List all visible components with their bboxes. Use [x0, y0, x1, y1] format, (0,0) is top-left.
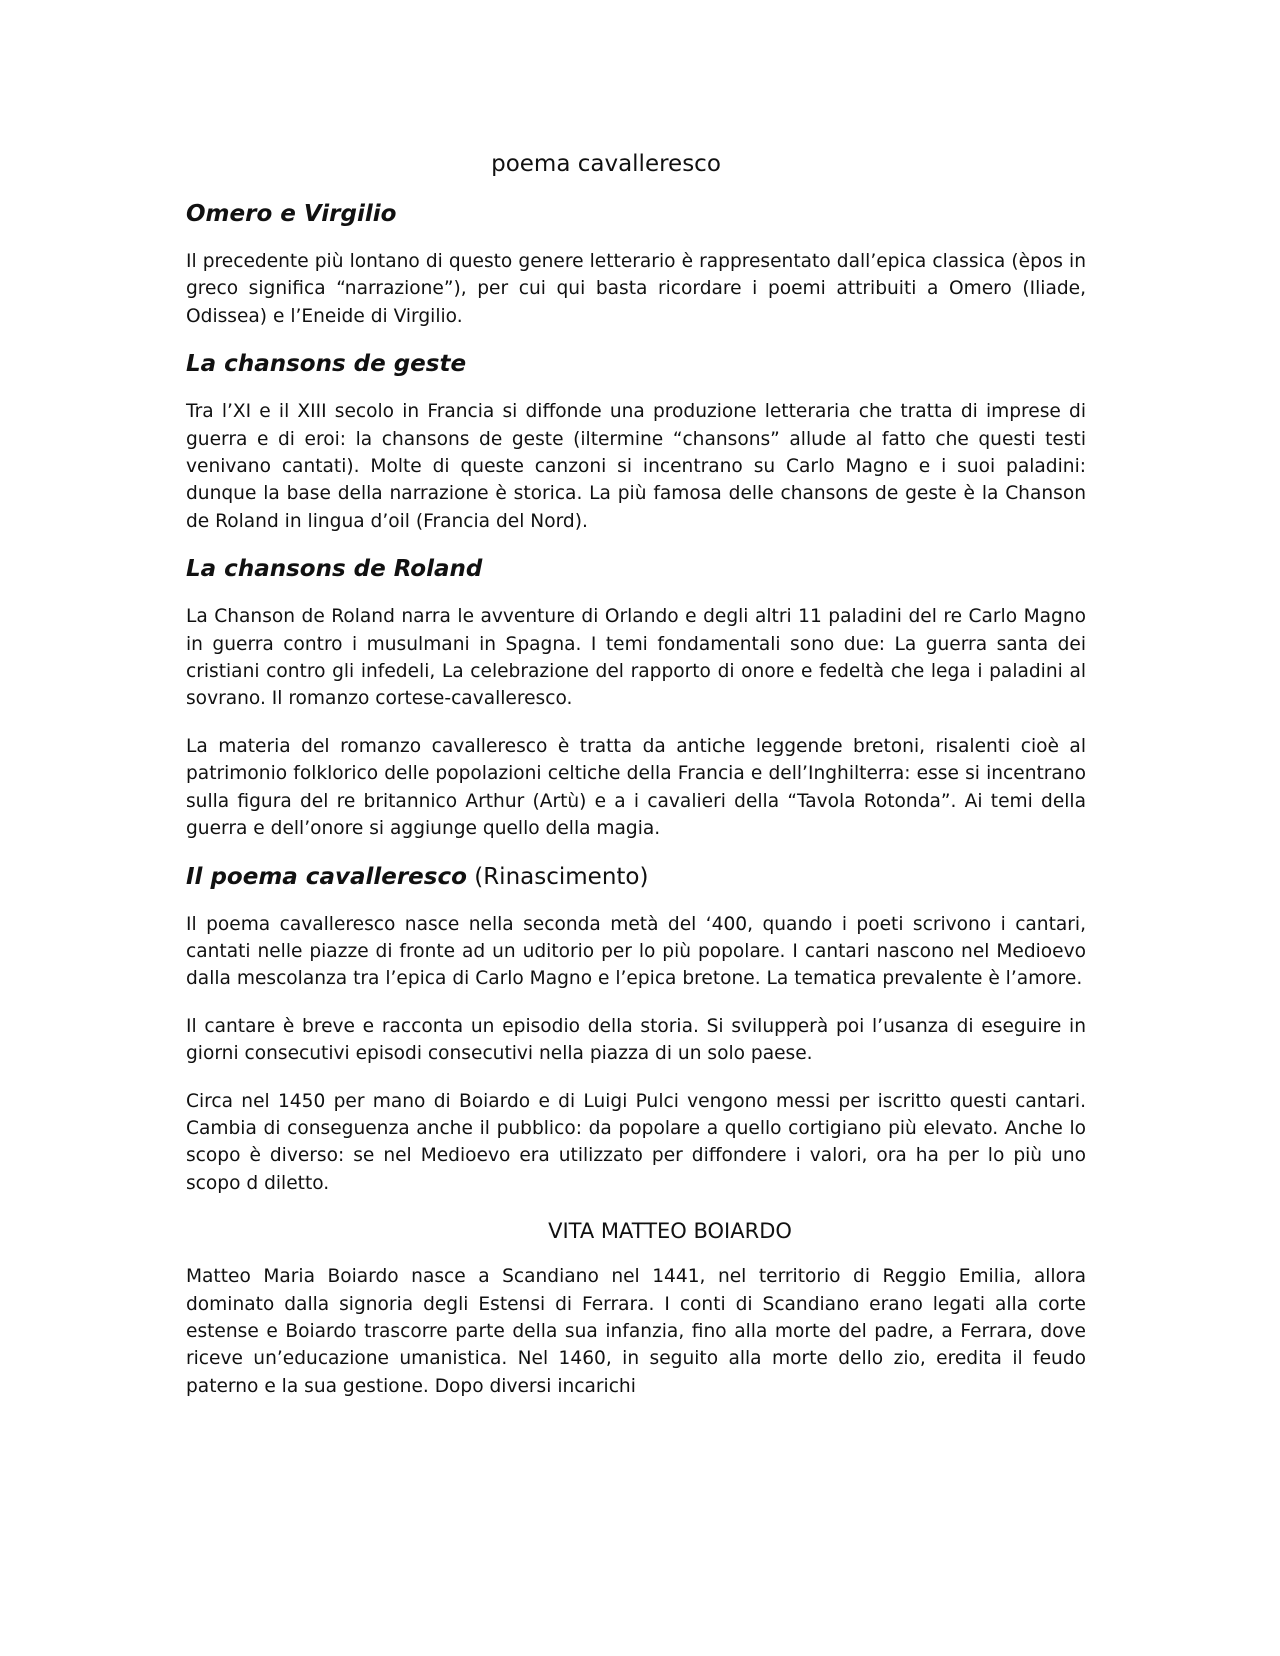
section-heading: La chansons de geste — [186, 351, 467, 378]
section-chansons-de-roland — [186, 555, 1086, 842]
paragraph: Il poema cavalleresco nasce nella seconda metà del ‘400, quando i poeti scrivono i cantari, cantati nelle piazze di fronte ad un uditorio per lo più popolare. I cantari nascono nel Medioevo dalla mescolanza tra l’epica di Carlo Magno e l’epica bretone. La tematica prevalente è l’amore. — [186, 913, 1086, 990]
paragraph: La Chanson de Roland narra le avventure di Orlando e degli altri 11 paladini del re Carlo Magno in guerra contro i musulmani in Spagna. I temi fondamentali sono due: La guerra santa dei cristiani contro gli infedeli, La celebrazione del rapporto di onore e fedeltà che lega i paladini al sovrano. Il romanzo cortese-cavalleresco. — [186, 606, 1086, 710]
paragraph: Circa nel 1450 per mano di Boiardo e di Luigi Pulci vengono messi per iscritto questi cantari. Cambia di conseguenza anche il pubblico: da popolare a quello cortigiano più elevato. Anche lo scopo è diverso: se nel Medioevo era utilizzato per diffondere i valori, ora ha per lo più uno scopo d diletto. — [186, 1090, 1086, 1194]
section-heading: Omero e Virgilio — [186, 201, 397, 227]
document-page — [186, 140, 1086, 1420]
section-title-vita-boiardo: VITA MATTEO BOIARDO — [548, 1219, 792, 1244]
paragraph: Il precedente più lontano di questo genere letterario è rappresentato dall’epica classica (èpos in greco significa “narrazione”), per cui qui basta ricordare i poemi attribuiti a Omero (Iliade, Odissea) e l’Eneide di Virgilio. — [186, 251, 1086, 327]
section-omero-virgilio — [186, 200, 1086, 330]
section-chansons-de-geste — [186, 350, 1086, 535]
paragraph: La materia del romanzo cavalleresco è tratta da antiche leggende bretoni, risalenti cioè al patrimonio folklorico delle popolazioni celtiche della Francia e dell’Inghilterra: esse si incentrano sulla figura del re britannico Arthur (Artù) e a i cavalieri della “Tavola Rotonda”. Ai temi della guerra e dell’onore si aggiunge quello della magia. — [186, 735, 1086, 840]
section-heading: La chansons de Roland — [186, 556, 483, 583]
paragraph: Il cantare è breve e racconta un episodio della storia. Si svilupperà poi l’usanza di eseguire in giorni consecutivi episodi consecutivi nella piazza di un solo paese. — [186, 1015, 1086, 1065]
section-heading-suffix: (Rinascimento) — [466, 863, 649, 890]
section-heading-main: Il poema cavalleresco — [186, 863, 467, 890]
section-poema-cavalleresco — [186, 863, 1086, 1198]
paragraph: Matteo Maria Boiardo nasce a Scandiano nel 1441, nel territorio di Reggio Emilia, allora dominato dalla signoria degli Estensi di Ferrara. I conti di Scandiano erano legati alla corte estense e Boiardo trascorre parte della sua infanzia, fino alla morte del padre, a Ferrara, dove riceve un’educazione umanistica. Nel 1460, in seguito alla morte dello zio, eredita il feudo paterno e la sua gestione. Dopo diversi incarichi — [186, 1266, 1086, 1397]
document-title: poema cavalleresco — [491, 151, 721, 177]
section-heading — [186, 863, 1086, 891]
paragraph: Tra l’XI e il XIII secolo in Francia si diffonde una produzione letteraria che tratta di imprese di guerra e di eroi: la chansons de geste (iltermine “chansons” allude al fatto che questi testi venivano cantati). Molte di queste canzoni si incentrano su Carlo Magno e i suoi paladini: dunque la base della narrazione è storica. La più famosa delle chansons de geste è la Chanson de Roland in lingua d’oil (Francia del Nord). — [186, 401, 1086, 532]
